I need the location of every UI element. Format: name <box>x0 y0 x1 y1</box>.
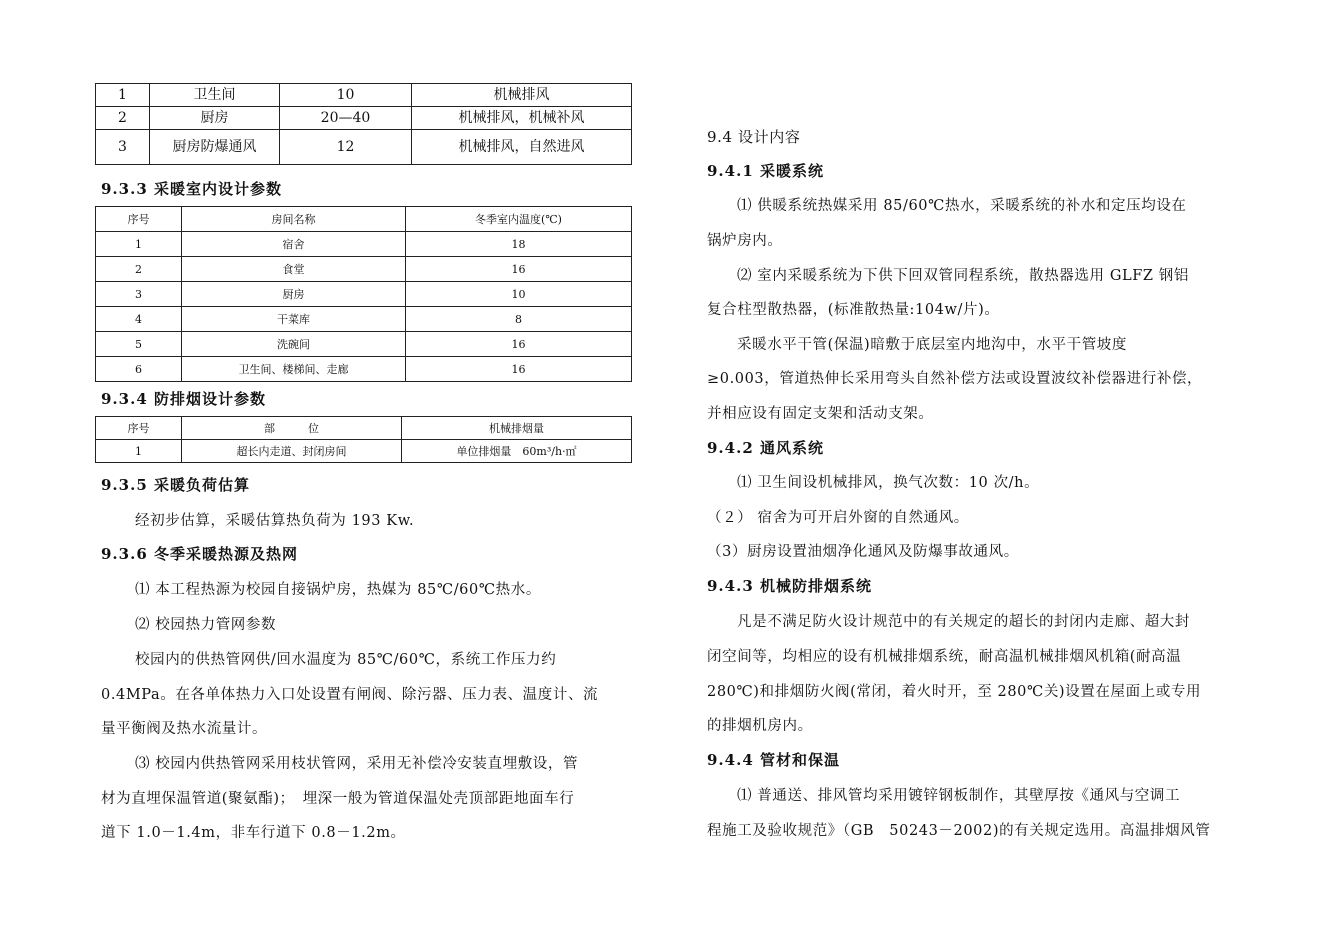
table-cell: 5 <box>96 332 182 357</box>
paragraph: 程施工及验收规范》（GB 50243－2002)的有关规定选用。高温排烟风管 <box>707 823 1211 839</box>
paragraph: ⑶ 校园内供热管网采用枝状管网，采用无补偿冷安装直埋敷设，管 <box>135 756 579 772</box>
smoke-params-table <box>95 416 632 463</box>
paragraph: ⑴ 卫生间设机械排风，换气次数：10 次/h。 <box>737 475 1040 491</box>
paragraph: ⑴ 供暖系统热媒采用 85/60℃热水，采暖系统的补水和定压均设在 <box>737 198 1187 214</box>
paragraph: ⑴ 本工程热源为校园自接锅炉房，热媒为 85℃/60℃热水。 <box>135 582 541 598</box>
table-cell: 单位排烟量 60m³/h·㎡ <box>402 440 632 463</box>
column-header: 序号 <box>96 207 182 232</box>
paragraph: ⑵ 校园热力管网参数 <box>135 617 277 633</box>
paragraph: 凡是不满足防火设计规范中的有关规定的超长的封闭内走廊、超大封 <box>737 614 1190 630</box>
table-cell: 10 <box>406 282 632 307</box>
paragraph: （２） 宿舍为可开启外窗的自然通风。 <box>707 510 969 526</box>
paragraph: 校园内的供热管网供/回水温度为 85℃/60℃，系统工作压力约 <box>135 652 557 668</box>
table-cell: 厨房 <box>150 107 280 130</box>
paragraph: 的排烟机房内。 <box>707 718 813 734</box>
table-row <box>96 84 632 107</box>
table-header-row <box>96 417 632 440</box>
heating-params-table <box>95 206 632 382</box>
paragraph: 280℃)和排烟防火阀(常闭，着火时开，至 280℃关)设置在屋面上或专用 <box>707 684 1202 700</box>
column-header: 序号 <box>96 417 182 440</box>
section-heading: 9.4.3 机械防排烟系统 <box>707 577 872 595</box>
table-cell: 6 <box>96 357 182 382</box>
section-heading: 9.4.4 管材和保温 <box>707 751 840 769</box>
table-row <box>96 282 632 307</box>
table-cell: 1 <box>96 232 182 257</box>
paragraph: ≥0.003，管道热伸长采用弯头自然补偿方法或设置波纹补偿器进行补偿， <box>707 371 1203 387</box>
paragraph: 锅炉房内。 <box>707 233 783 249</box>
table-cell: 干菜库 <box>182 307 406 332</box>
ventilation-table <box>95 83 632 165</box>
section-heading: 9.4.2 通风系统 <box>707 439 824 457</box>
table-cell: 食堂 <box>182 257 406 282</box>
section-heading: 9.4.1 采暖系统 <box>707 162 824 180</box>
table-row <box>96 232 632 257</box>
paragraph: ⑴ 普通送、排风管均采用镀锌钢板制作，其壁厚按《通风与空调工 <box>737 788 1181 804</box>
table-cell: 1 <box>96 440 182 463</box>
paragraph: 量平衡阀及热水流量计。 <box>101 721 268 737</box>
table-cell: 18 <box>406 232 632 257</box>
table-cell: 16 <box>406 257 632 282</box>
table-cell: 16 <box>406 357 632 382</box>
table-row <box>96 257 632 282</box>
table-cell: 3 <box>96 282 182 307</box>
column-header: 机械排烟量 <box>402 417 632 440</box>
table-row <box>96 307 632 332</box>
section-heading: 9.3.6 冬季采暖热源及热网 <box>101 545 298 563</box>
paragraph: 并相应设有固定支架和活动支架。 <box>707 406 934 422</box>
paragraph: 道下 1.0－1.4m，非车行道下 0.8－1.2m。 <box>101 825 406 841</box>
paragraph: 闭空间等，均相应的设有机械排烟系统，耐高温机械排烟风机箱(耐高温 <box>707 649 1182 665</box>
table-cell: 机械排风 <box>412 84 632 107</box>
column-header: 房间名称 <box>182 207 406 232</box>
column-header: 冬季室内温度(℃) <box>406 207 632 232</box>
section-heading: 9.3.5 采暖负荷估算 <box>101 476 250 494</box>
table-cell: 2 <box>96 257 182 282</box>
paragraph: ⑵ 室内采暖系统为下供下回双管同程系统，散热器选用 GLFZ 钢铝 <box>737 268 1189 284</box>
section-heading: 9.3.3 采暖室内设计参数 <box>101 180 282 198</box>
table-row <box>96 357 632 382</box>
table-cell: 卫生间、楼梯间、走廊 <box>182 357 406 382</box>
section-heading: 9.3.4 防排烟设计参数 <box>101 390 266 408</box>
table-cell: 3 <box>96 130 150 165</box>
paragraph: 0.4MPa。在各单体热力入口处设置有闸阀、除污器、压力表、温度计、流 <box>101 687 599 703</box>
table-cell: 厨房防爆通风 <box>150 130 280 165</box>
table-cell: 卫生间 <box>150 84 280 107</box>
table-row <box>96 107 632 130</box>
paragraph: （3）厨房设置油烟净化通风及防爆事故通风。 <box>707 544 1019 560</box>
table-row <box>96 440 632 463</box>
table-cell: 20—40 <box>280 107 412 130</box>
table-cell: 机械排风，自然进风 <box>412 130 632 165</box>
section-heading: 9.4 设计内容 <box>707 128 801 146</box>
table-cell: 8 <box>406 307 632 332</box>
table-cell: 2 <box>96 107 150 130</box>
table-cell: 超长内走道、封闭房间 <box>182 440 402 463</box>
paragraph: 材为直埋保温管道(聚氨酯)； 埋深一般为管道保温处壳顶部距地面车行 <box>101 791 575 807</box>
table-cell: 10 <box>280 84 412 107</box>
table-row <box>96 332 632 357</box>
paragraph: 复合柱型散热器，(标准散热量:104w/片)。 <box>707 302 1000 318</box>
table-header-row <box>96 207 632 232</box>
paragraph: 采暖水平干管(保温)暗敷于底层室内地沟中，水平干管坡度 <box>737 337 1128 353</box>
table-cell: 1 <box>96 84 150 107</box>
table-cell: 洗碗间 <box>182 332 406 357</box>
table-cell: 4 <box>96 307 182 332</box>
table-row <box>96 130 632 165</box>
table-cell: 16 <box>406 332 632 357</box>
paragraph: 经初步估算，采暖估算热负荷为 193 Kw. <box>135 513 415 529</box>
table-cell: 厨房 <box>182 282 406 307</box>
table-cell: 12 <box>280 130 412 165</box>
table-cell: 宿舍 <box>182 232 406 257</box>
column-header: 部 位 <box>182 417 402 440</box>
table-cell: 机械排风，机械补风 <box>412 107 632 130</box>
